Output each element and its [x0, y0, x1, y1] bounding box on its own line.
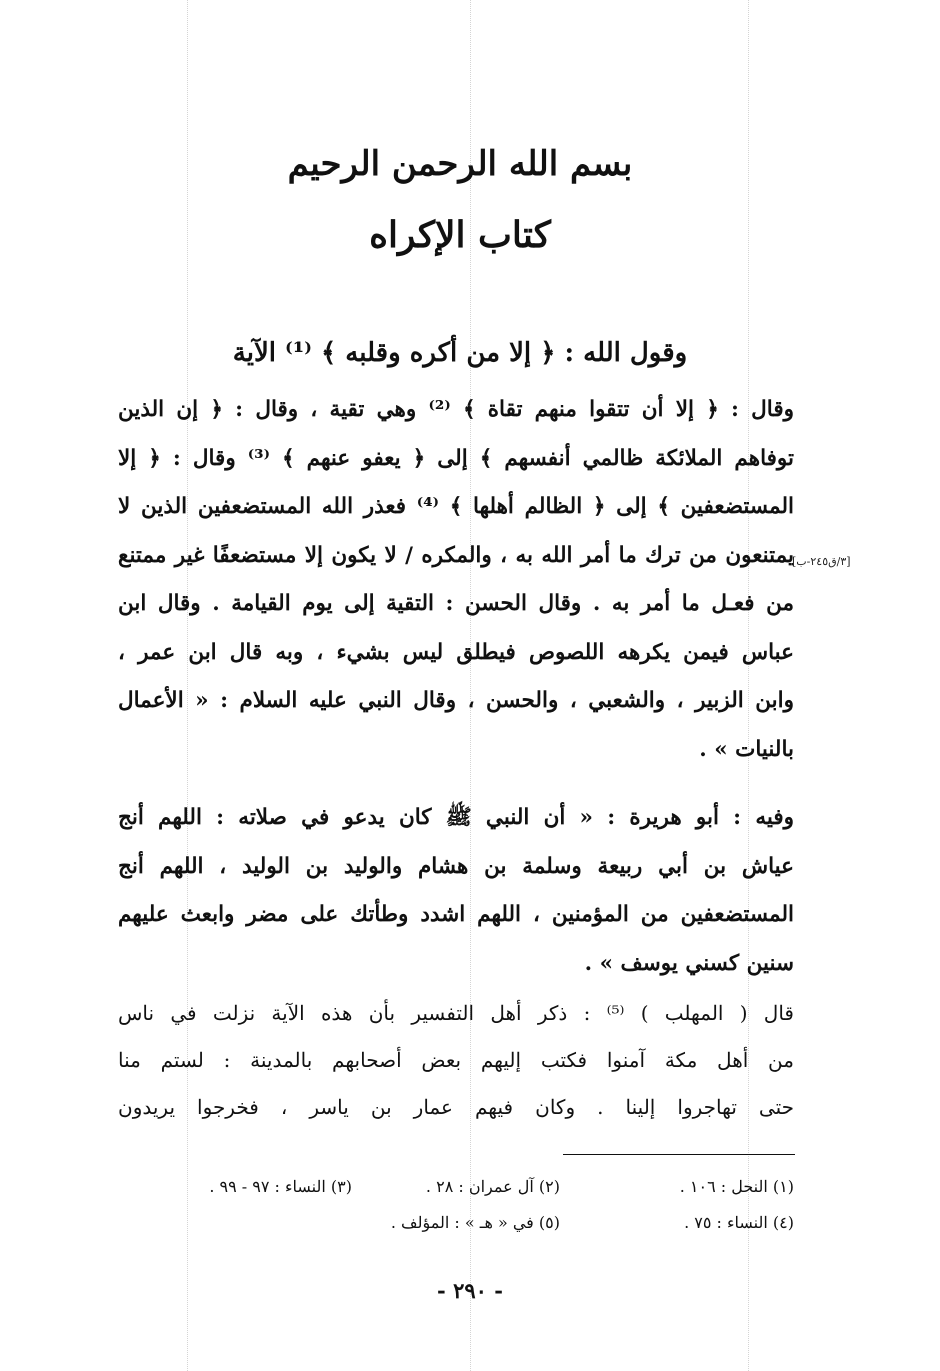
text-line: قال ( المهلب ) ⁽⁵⁾ : ذكر أهل التفسير بأن هذه الآية نزلت في ناس [118, 1001, 794, 1025]
text-line: بالنيات » . [699, 736, 794, 762]
paragraph-main [118, 386, 794, 774]
text-line: المستضعفين من المؤمنين ، اللهم اشدد وطأتك على مضر وابعث عليهم [118, 902, 794, 927]
text-line: وفيه : أبو هريرة : « أن النبي ﷺ كان يدعو في صلاته : اللهم أنج [118, 805, 794, 830]
text-line: من أهل مكة آمنوا فكتب إليهم بعض أصحابهم بالمدينة : لستم منا [118, 1048, 794, 1072]
text-line: عباس فيمن يكرهه اللصوص فيطلق ليس بشيء ، وبه قال ابن عمر ، [118, 639, 794, 665]
basmala-heading: بسم الله الرحمن الرحيم [287, 144, 633, 184]
text-line: المستضعفين ﴾ إلى ﴿ الظالم أهلها ﴾ ⁽⁴⁾ فعذر الله المستضعفين الذين لا [118, 494, 794, 519]
manuscript-folio-note: [٣/ق٢٤٥-ب] [792, 555, 851, 568]
text-line: عياش بن أبي ربيعة وسلمة بن هشام والوليد بن الوليد ، اللهم أنج [118, 853, 794, 879]
text-line: حتى تهاجروا إلينا . وكان فيهم عمار بن ياسر ، فخرجوا يريدون [118, 1095, 794, 1119]
footnote-separator [563, 1154, 795, 1155]
text-line: وقال : ﴿ إلا أن تتقوا منهم تقاة ﴾ ⁽²⁾ وهي تقية ، وقال : ﴿ إن الذين [118, 397, 794, 422]
chapter-title: وقول الله : ﴿ إلا من أكره وقلبه ﴾ ⁽¹⁾ الآية [232, 338, 688, 368]
text-line: توفاهم الملائكة ظالمي أنفسهم ﴾ إلى ﴿ يعفو عنهم ﴾ ⁽³⁾ وقال : ﴿ إلا [118, 445, 794, 471]
paragraph-hadith [118, 794, 794, 988]
footnote-2: (٢) آل عمران : ٢٨ . [425, 1177, 560, 1196]
text-line: سنين كسني يوسف » . [584, 950, 794, 976]
book-title: كتاب الإكراه [369, 214, 551, 256]
footnote-1: (١) النحل : ١٠٦ . [679, 1177, 794, 1196]
page-number: - ٢٩٠ - [437, 1278, 503, 1303]
paragraph-commentary [118, 990, 794, 1131]
text-line: من فعـل ما أمر به . وقال الحسن : التقية إلى يوم القيامة . وقال ابن [118, 591, 794, 616]
footnote-3: (٣) النساء : ٩٧ - ٩٩ . [209, 1177, 352, 1196]
footnote-5: (٥) في « هـ » : المؤلف . [390, 1213, 560, 1232]
footnote-4: (٤) النساء : ٧٥ . [684, 1213, 794, 1232]
text-line: وابن الزبير ، والشعبي ، والحسن ، وقال النبي عليه السلام : « الأعمال [118, 688, 794, 713]
text-line: يمتنعون من ترك ما أمر الله به ، والمكره / لا يكون إلا مستضعفًا غير ممتنع [118, 542, 794, 568]
